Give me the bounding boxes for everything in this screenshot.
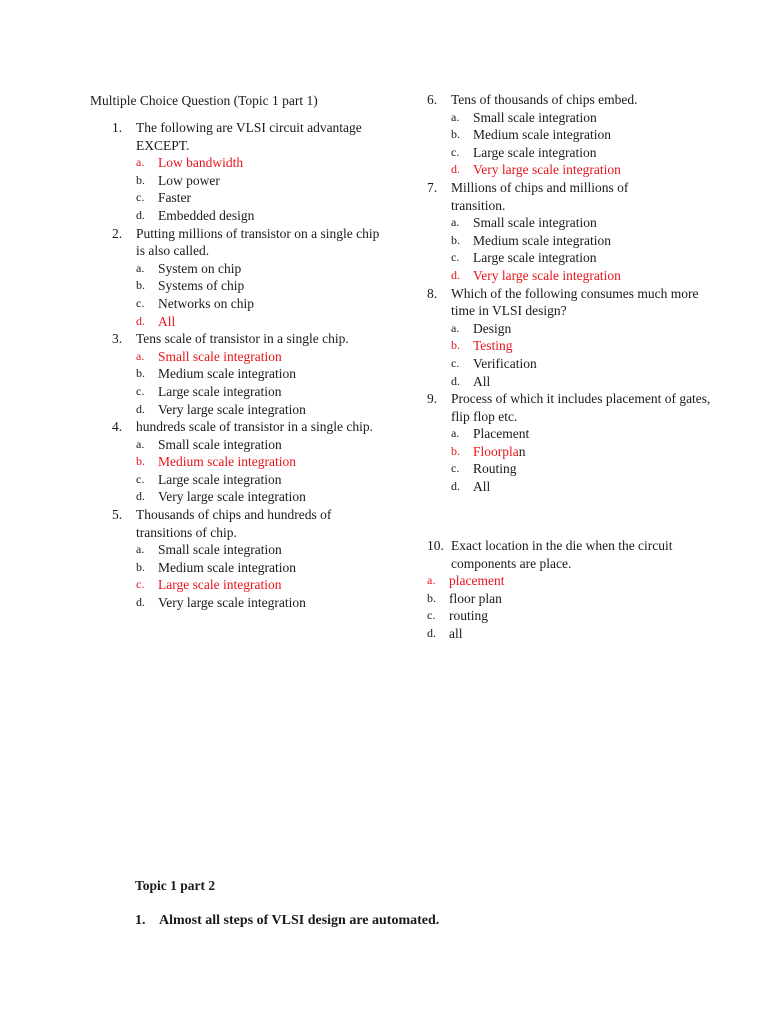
question-8 bbox=[427, 285, 711, 320]
option-b: b. Medium scale integration bbox=[136, 559, 296, 575]
options-list bbox=[112, 260, 372, 330]
option-d: d. Very large scale integration bbox=[136, 595, 306, 611]
option-b: b. floor plan bbox=[427, 590, 502, 606]
question-number: 10. bbox=[427, 538, 444, 553]
question-7 bbox=[427, 179, 671, 214]
option-c: c. Routing bbox=[451, 461, 517, 477]
option-a: a. Small scale integration bbox=[136, 348, 282, 364]
option-d: d. Very large scale integration bbox=[451, 267, 621, 283]
option-b: b. Testing bbox=[451, 338, 513, 354]
option-c: c. Large scale integration bbox=[136, 577, 282, 593]
question-text: Almost all steps of VLSI design are automated. bbox=[159, 913, 440, 928]
question-text: Process of which it includes placement of gates, flip flop etc. bbox=[451, 391, 711, 424]
option-b: b. Medium scale integration bbox=[451, 232, 611, 248]
question-text: Tens scale of transistor in a single chip. bbox=[136, 331, 349, 347]
option-a: a. Small scale integration bbox=[136, 542, 282, 558]
question-number: 2. bbox=[112, 225, 123, 241]
options-list bbox=[112, 154, 372, 224]
option-c: c. Verification bbox=[451, 355, 537, 371]
option-c: c. Large scale integration bbox=[136, 471, 282, 487]
question-10-block bbox=[427, 537, 687, 643]
option-a: a. Small scale integration bbox=[451, 109, 597, 125]
section-heading-topic-1-part-2: Topic 1 part 2 bbox=[135, 878, 216, 893]
question-text: The following are VLSI circuit advantage EXCEPT. bbox=[136, 120, 362, 153]
option-text-highlighted: Floorpla bbox=[473, 443, 519, 459]
option-d: d. Very large scale integration bbox=[136, 489, 306, 505]
option-d: d. Very large scale integration bbox=[451, 162, 621, 178]
options-list bbox=[112, 348, 372, 418]
option-c: c. Large scale integration bbox=[451, 250, 597, 266]
question-number: 1. bbox=[135, 913, 146, 928]
option-d: d. all bbox=[427, 625, 463, 641]
options-list bbox=[427, 320, 687, 390]
option-d: d. All bbox=[136, 313, 176, 329]
option-text-rest: n bbox=[518, 443, 526, 459]
option-c: c. Large scale integration bbox=[136, 383, 282, 399]
question-number: 6. bbox=[427, 92, 438, 107]
options-list bbox=[427, 425, 687, 495]
question-text: Putting millions of transistor on a single chip is also called. bbox=[136, 225, 380, 259]
options-list bbox=[112, 436, 372, 506]
page-title: Multiple Choice Question (Topic 1 part 1) bbox=[90, 93, 318, 108]
question-text: Thousands of chips and hundreds of transitions of chip. bbox=[136, 507, 332, 540]
question-text: Which of the following consumes much more time in VLSI design? bbox=[451, 285, 699, 319]
option-c: c. Large scale integration bbox=[451, 144, 597, 160]
options-list bbox=[427, 109, 687, 179]
topic2-question-1 bbox=[135, 912, 439, 930]
question-10 bbox=[427, 537, 681, 572]
options-list bbox=[427, 572, 687, 642]
question-text: Millions of chips and millions of transition. bbox=[451, 179, 629, 213]
option-a: a. Design bbox=[451, 320, 512, 336]
option-d: d. Embedded design bbox=[136, 207, 255, 223]
question-2 bbox=[112, 225, 386, 260]
question-6 bbox=[427, 91, 701, 109]
question-number: 8. bbox=[427, 285, 438, 301]
option-a: a. System on chip bbox=[136, 260, 242, 276]
question-number: 1. bbox=[112, 120, 123, 135]
question-5 bbox=[112, 506, 366, 541]
option-b: b. Medium scale integration bbox=[451, 127, 611, 143]
questions-column-right bbox=[427, 91, 711, 496]
question-text: hundreds scale of transistor in a single chip. bbox=[136, 419, 373, 435]
question-text: Tens of thousands of chips embed. bbox=[451, 92, 638, 107]
question-1 bbox=[112, 119, 366, 154]
option-b: b. Medium scale integration bbox=[136, 366, 296, 382]
options-list bbox=[112, 541, 372, 611]
question-4 bbox=[112, 418, 376, 436]
option-b: b. Floorplan bbox=[451, 443, 526, 459]
question-number: 5. bbox=[112, 507, 123, 523]
option-d: d. All bbox=[451, 373, 491, 389]
option-a: a. Low bandwidth bbox=[136, 155, 244, 171]
option-c: c. Networks on chip bbox=[136, 295, 254, 311]
option-d: d. Very large scale integration bbox=[136, 401, 306, 417]
options-list bbox=[427, 214, 687, 284]
questions-column-left bbox=[112, 119, 380, 612]
option-b: b. Medium scale integration bbox=[136, 454, 296, 470]
question-3 bbox=[112, 330, 386, 348]
option-a: a. Small scale integration bbox=[136, 436, 282, 452]
question-number: 4. bbox=[112, 419, 123, 435]
question-number: 3. bbox=[112, 331, 123, 347]
question-number: 7. bbox=[427, 179, 438, 195]
question-text: Exact location in the die when the circuit components are place. bbox=[451, 538, 673, 571]
option-a: a. Small scale integration bbox=[451, 215, 597, 231]
option-a: a. Placement bbox=[451, 426, 530, 442]
option-c: c. Faster bbox=[136, 190, 191, 206]
option-d: d. All bbox=[451, 479, 491, 495]
question-number: 9. bbox=[427, 391, 438, 407]
option-a: a. placement bbox=[427, 573, 505, 589]
option-b: b. Low power bbox=[136, 172, 220, 188]
question-9 bbox=[427, 390, 711, 425]
option-c: c. routing bbox=[427, 608, 488, 624]
option-b: b. Systems of chip bbox=[136, 278, 245, 294]
